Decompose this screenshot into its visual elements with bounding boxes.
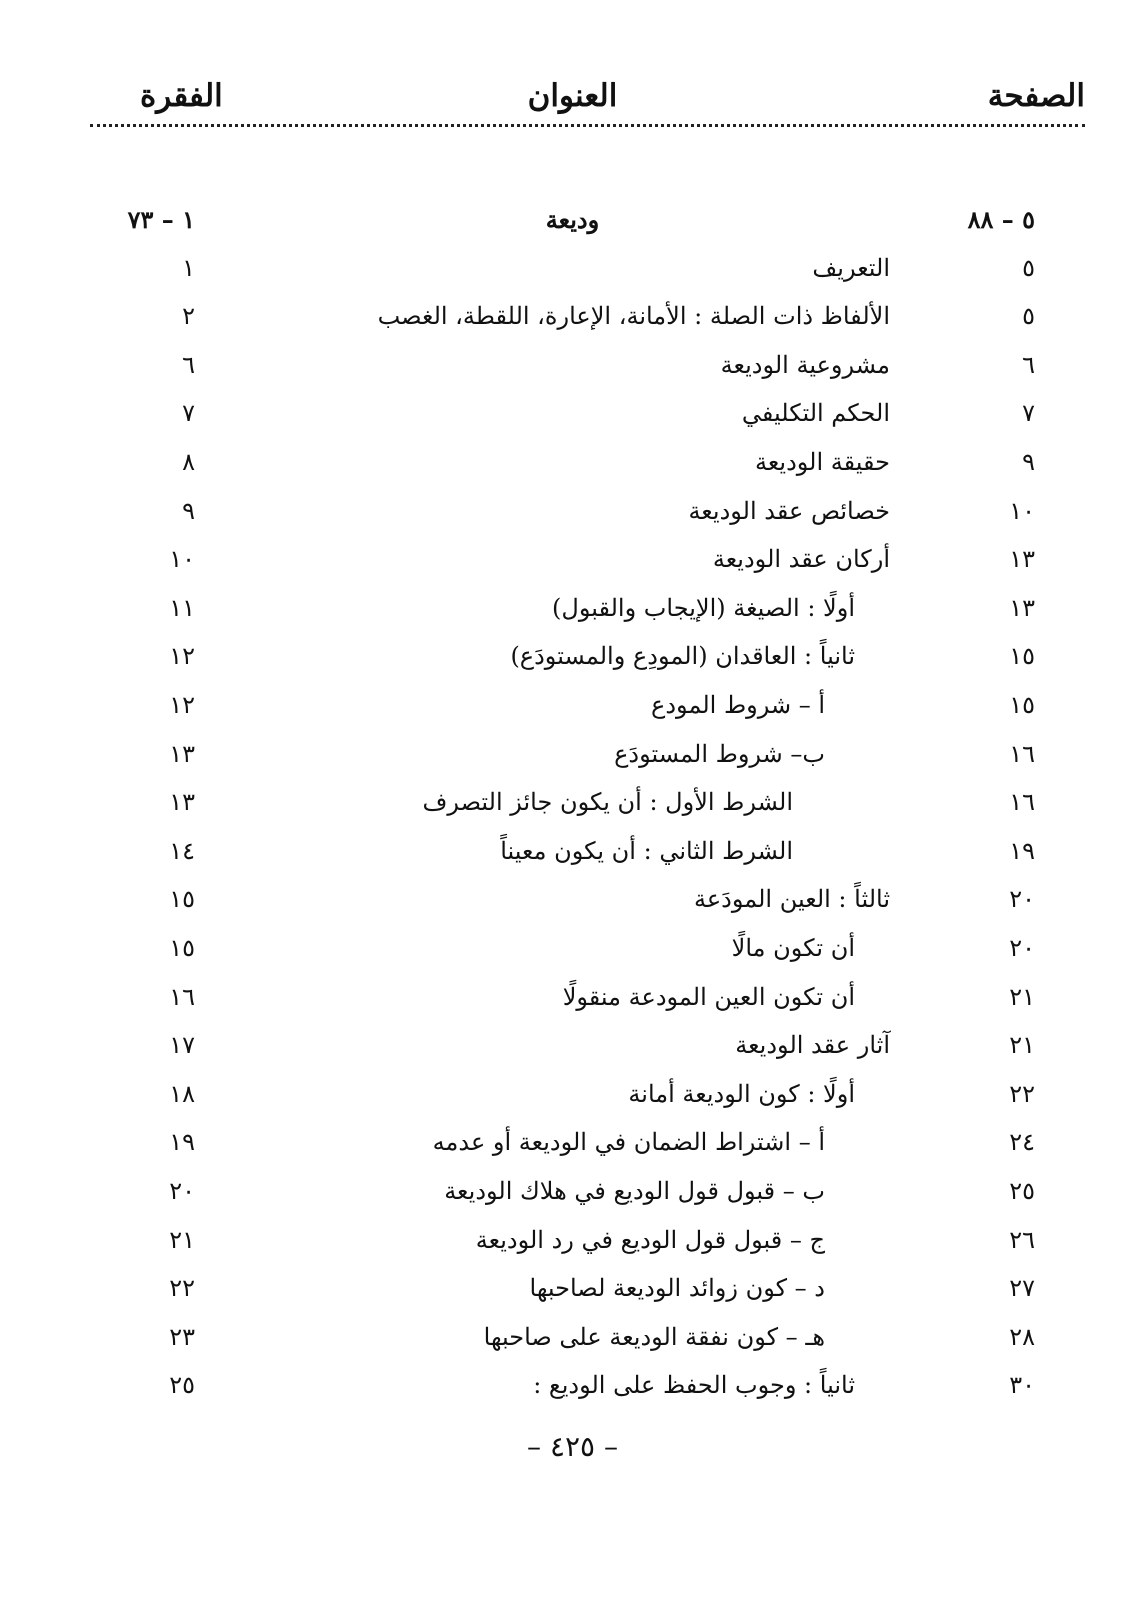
toc-entry-title: أركان عقد الوديعة (712, 545, 890, 573)
page-column-label: الصفحة (987, 78, 1085, 114)
toc-row (0, 1274, 1145, 1314)
title-column-label: العنوان (527, 78, 618, 114)
toc-paragraph-number: ٢٢ (169, 1274, 195, 1302)
toc-row (0, 594, 1145, 634)
toc-page-number: ٢٥ (1009, 1177, 1035, 1205)
toc-row (0, 545, 1145, 585)
toc-paragraph-number: ١٤ (169, 837, 195, 865)
toc-paragraph-number: ١٣ (169, 788, 195, 816)
toc-row (0, 1031, 1145, 1071)
toc-page-number: ٧ (1022, 399, 1035, 427)
toc-entry-title: أن تكون مالًا (731, 934, 855, 962)
toc-row (0, 788, 1145, 828)
toc-paragraph-number: ١٧ (169, 1031, 195, 1059)
toc-entry-title: الحكم التكليفي (741, 399, 890, 427)
toc-row (0, 934, 1145, 974)
toc-entry-title: وديعة (545, 205, 600, 234)
toc-page-number: ٥ – ٨٨ (967, 205, 1035, 234)
toc-paragraph-number: ١٠ (169, 545, 195, 573)
toc-paragraph-number: ١٢ (169, 691, 195, 719)
toc-paragraph-number: ٢ (182, 302, 195, 330)
toc-paragraph-number: ١٣ (169, 740, 195, 768)
toc-page-number: ٢٦ (1009, 1226, 1035, 1254)
toc-page-number: ٣٠ (1009, 1371, 1035, 1399)
toc-page-number: ٢٠ (1009, 934, 1035, 962)
toc-entry-title: خصائص عقد الوديعة (688, 497, 890, 525)
toc-row (0, 1323, 1145, 1363)
toc-row (0, 740, 1145, 780)
toc-page-number: ١٥ (1009, 691, 1035, 719)
toc-paragraph-number: ٦ (182, 351, 195, 379)
toc-paragraph-number: ١٦ (169, 983, 195, 1011)
toc-page-number: ٩ (1022, 448, 1035, 476)
toc-entry-title: الشرط الأول : أن يكون جائز التصرف (422, 788, 793, 816)
toc-entry-title: الألفاظ ذات الصلة : الأمانة، الإعارة، اللقطة، الغصب (377, 302, 890, 330)
toc-row (0, 1080, 1145, 1120)
toc-row (0, 399, 1145, 439)
toc-paragraph-number: ٢٠ (169, 1177, 195, 1205)
toc-paragraph-number: ٢١ (169, 1226, 195, 1254)
toc-entry-title: ب– شروط المستودَع (614, 740, 825, 768)
toc-row (0, 691, 1145, 731)
toc-row (0, 254, 1145, 294)
toc-page-number: ٢٢ (1009, 1080, 1035, 1108)
toc-page-number: ١٦ (1009, 788, 1035, 816)
toc-paragraph-number: ٢٥ (169, 1371, 195, 1399)
toc-page-number: ١٥ (1009, 642, 1035, 670)
toc-entry-title: مشروعية الوديعة (720, 351, 890, 379)
toc-paragraph-number: ١ (182, 254, 195, 282)
toc-row (0, 885, 1145, 925)
toc-page-number: ٢٨ (1009, 1323, 1035, 1351)
toc-page-number: ٥ (1022, 254, 1035, 282)
toc-page-number: ١٣ (1009, 545, 1035, 573)
toc-row (0, 642, 1145, 682)
toc-page-number: ٢١ (1009, 1031, 1035, 1059)
toc-entry-title: آثار عقد الوديعة (735, 1031, 890, 1059)
toc-entry-title: ج – قبول قول الوديع في رد الوديعة (475, 1226, 825, 1254)
toc-page-number: ٢١ (1009, 983, 1035, 1011)
toc-page-number: ٢٧ (1009, 1274, 1035, 1302)
toc-paragraph-number: ١٥ (169, 934, 195, 962)
toc-page-number: ٦ (1022, 351, 1035, 379)
toc-entry-title: أولًا : كون الوديعة أمانة (628, 1080, 855, 1108)
toc-paragraph-number: ١١ (169, 594, 195, 622)
toc-entry-title: هـ – كون نفقة الوديعة على صاحبها (483, 1323, 825, 1351)
toc-entry-title: الشرط الثاني : أن يكون معيناً (500, 837, 793, 865)
paragraph-column-label: الفقرة (140, 78, 223, 114)
toc-paragraph-number: ٧ (182, 399, 195, 427)
toc-row (0, 1177, 1145, 1217)
toc-page-number: ١٦ (1009, 740, 1035, 768)
toc-entry-title: ثالثاً : العين المودَعة (693, 885, 890, 913)
toc-page-number: ٢٤ (1009, 1128, 1035, 1156)
toc-entry-title: د – كون زوائد الوديعة لصاحبها (529, 1274, 825, 1302)
toc-page-number: ١٩ (1009, 837, 1035, 865)
toc-entry-title: التعريف (812, 254, 890, 282)
toc-page-number: ١٣ (1009, 594, 1035, 622)
toc-paragraph-number: ١٩ (169, 1128, 195, 1156)
toc-page-number: ٢٠ (1009, 885, 1035, 913)
toc-paragraph-number: ٩ (182, 497, 195, 525)
toc-paragraph-number: ١٢ (169, 642, 195, 670)
toc-entry-title: ثانياً : العاقدان (المودِع والمستودَع) (510, 642, 855, 670)
toc-page-number: ٥ (1022, 302, 1035, 330)
toc-paragraph-number: ٢٣ (169, 1323, 195, 1351)
toc-row (0, 837, 1145, 877)
toc-entry-title: أ – اشتراط الضمان في الوديعة أو عدمه (432, 1128, 825, 1156)
toc-row (0, 448, 1145, 488)
toc-entry-title: ثانياً : وجوب الحفظ على الوديع : (533, 1371, 855, 1399)
toc-row (0, 205, 1145, 245)
toc-row (0, 1128, 1145, 1168)
toc-paragraph-number: ٨ (182, 448, 195, 476)
toc-paragraph-number: ١ – ٧٣ (127, 205, 195, 234)
toc-row (0, 983, 1145, 1023)
toc-row (0, 497, 1145, 537)
toc-row (0, 1371, 1145, 1411)
toc-row (0, 302, 1145, 342)
page-number: – ٤٢٥ – (527, 1430, 618, 1463)
toc-entry-title: أولًا : الصيغة (الإيجاب والقبول) (552, 594, 855, 622)
toc-paragraph-number: ١٨ (169, 1080, 195, 1108)
toc-page-number: ١٠ (1009, 497, 1035, 525)
toc-paragraph-number: ١٥ (169, 885, 195, 913)
toc-entry-title: أ – شروط المودع (651, 691, 825, 719)
toc-entry-title: حقيقة الوديعة (754, 448, 890, 476)
toc-entry-title: أن تكون العين المودعة منقولًا (562, 983, 855, 1011)
toc-row (0, 1226, 1145, 1266)
toc-entry-title: ب – قبول قول الوديع في هلاك الوديعة (444, 1177, 825, 1205)
toc-row (0, 351, 1145, 391)
